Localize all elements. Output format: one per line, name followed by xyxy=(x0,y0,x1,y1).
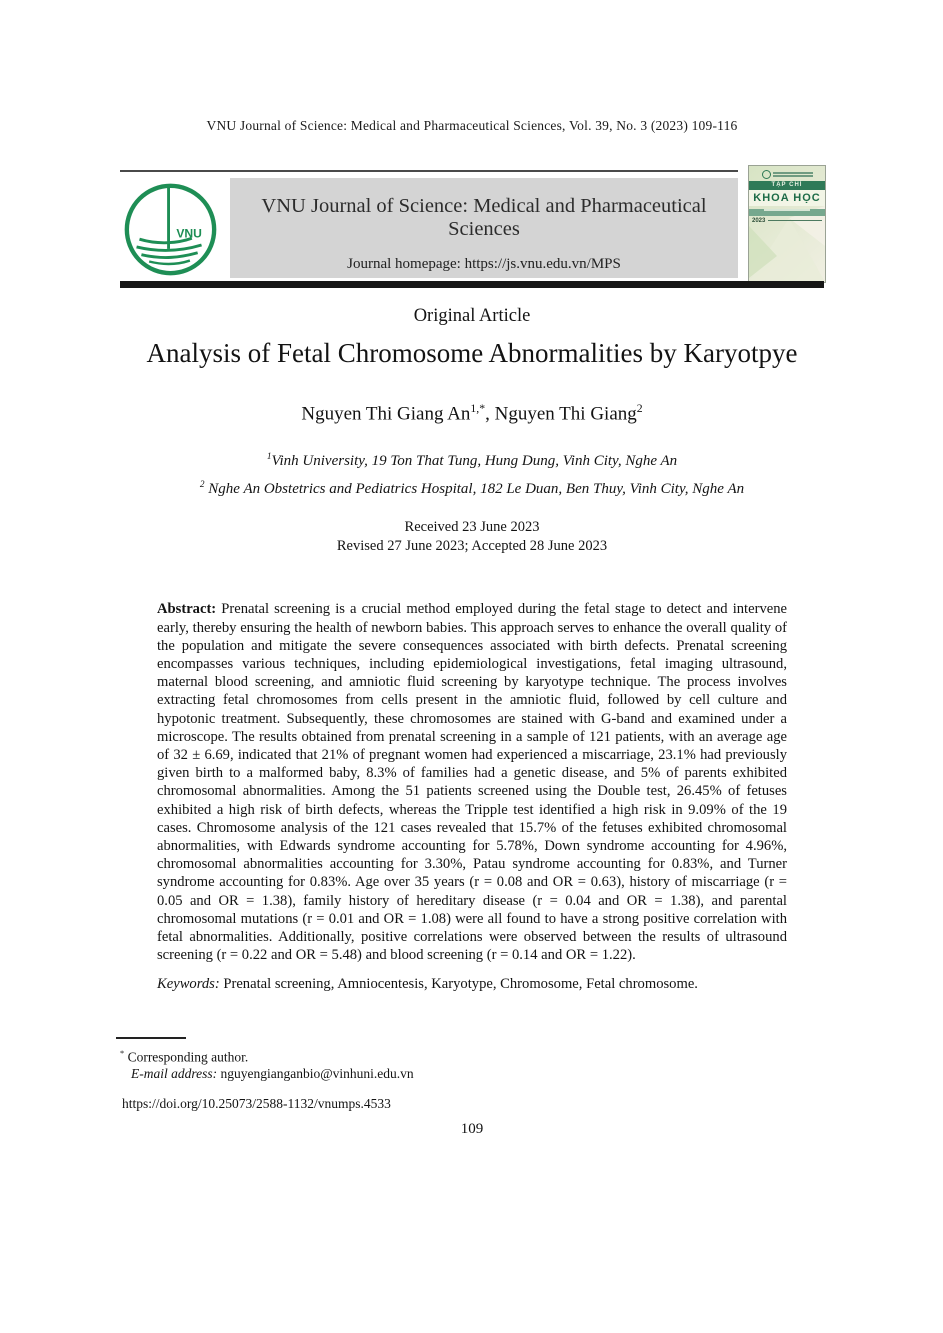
affiliation-2-superscript: 2 xyxy=(199,480,205,491)
cover-subtitle-band xyxy=(749,209,825,216)
page-content xyxy=(120,0,824,1138)
page-number: 109 xyxy=(460,1121,484,1138)
banner-bottom-rule xyxy=(120,281,824,288)
author-separator: , xyxy=(485,403,495,425)
abstract-text: Prenatal screening is a crucial method employed during the fetal stage to detect and intervene early, thereby ensuring the health of newborn babies. This approach serves to enhance the overall quality of the population and mitigate the severe consequences associated with birth defects. Prenatal screening encompasses various techniques, including epidemiological investigations, fetal imaging ultrasound, maternal blood screening, and amniotic fluid screening by karyotype technique. The process involves extracting fetal chromosomes from cells present in the amniotic fluid, followed by cell culture and hypotonic treatment. Subsequently, these chromosomes are stained with G-band and examined under a microscope. The results obtained from prenatal screening in a sample of 121 patients, with an average age of 32 ± 6.69, indicated that 21% of pregnant women had experienced a miscarriage, 23.1% had previously given birth to a malformed baby, 8.3% of families had a genetic disease, and 5% of parents exhibited chromosomal abnormalities. Among the 51 patients screened using the Double test, 26.45% of fetuses exhibited a high risk of birth defects, whereas the Tripple test identified a high risk in 9.09% of the 19 cases. Chromosome analysis of the 121 cases revealed that 15.7% of the fetuses exhibited chromosomal abnormalities, with Edwards syndrome accounting for 5.78%, Down syndrome accounting for 4.96%, chromosomal abnormalities accounting for 3.30%, Patau syndrome accounting for 0.83%, and Turner syndrome accounting for 0.83%. Age over 35 years (r = 0.08 and OR = 0.63), history of miscarriage (r = 0.05 and OR = 1.38), family history of hereditary disease (r = 0.04 and OR = 1.38), and parental chromosomal mutations (r = 0.01 and OR = 1.08) were all found to have a strong positive correlation with fetal abnormalities. Additionally, positive correlations were observed between the results of ultrasound screening (r = 0.22 and OR = 5.48) and blood screening (r = 0.14 and OR = 1.22). xyxy=(157,601,787,964)
author-1-superscript: 1,* xyxy=(470,402,486,415)
received-date: Received 23 June 2023 xyxy=(404,519,540,536)
corresponding-author-marker: * xyxy=(120,1049,125,1059)
journal-cover-thumbnail xyxy=(748,165,826,283)
revised-accepted-date: Revised 27 June 2023; Accepted 28 June 2023 xyxy=(336,538,608,555)
author-2-superscript: 2 xyxy=(636,402,643,415)
cover-band-khoahoc xyxy=(749,190,825,206)
running-header: VNU Journal of Science: Medical and Pharmaceutical Sciences, Vol. 39, No. 3 (2023) 109-116 xyxy=(206,118,738,133)
affiliations-block xyxy=(120,445,824,501)
corresponding-author-note xyxy=(120,1046,824,1066)
cover-masthead-decoration xyxy=(749,166,825,181)
journal-banner xyxy=(120,170,824,288)
cover-mini-text-lines xyxy=(773,171,813,178)
banner-top-rule xyxy=(120,170,738,172)
dates-block xyxy=(120,518,824,556)
affiliation-1-superscript: 1 xyxy=(266,452,272,463)
footnote-rule xyxy=(116,1037,186,1039)
email-address-link[interactable]: nguyengianganbio@vinhuni.edu.vn xyxy=(220,1066,414,1082)
cover-mini-logo-icon xyxy=(762,170,771,179)
keywords-text: Prenatal screening, Amniocentesis, Karyotype, Chromosome, Fetal chromosome. xyxy=(219,976,698,993)
journal-masthead-box xyxy=(230,178,738,278)
author-2-name: Nguyen Thi Giang xyxy=(494,403,637,425)
abstract-paragraph xyxy=(157,600,787,964)
journal-homepage-line xyxy=(230,256,738,273)
corresponding-author-text: Corresponding author. xyxy=(124,1049,249,1065)
vnu-logo-icon xyxy=(122,181,219,278)
doi-link[interactable]: https://doi.org/10.25073/2588-1132/vnumps.4533 xyxy=(122,1095,391,1111)
article-type-label: Original Article xyxy=(413,306,531,326)
homepage-label: Journal homepage: xyxy=(347,256,465,272)
cover-year-rule xyxy=(768,220,822,221)
email-line xyxy=(131,1066,824,1083)
article-title: Analysis of Fetal Chromosome Abnormalities by Karyotpye xyxy=(146,338,798,368)
keywords-label: Keywords: xyxy=(157,976,220,993)
affiliation-2-text: Nghe An Obstetrics and Pediatrics Hospital, 182 Le Duan, Ben Thuy, Vinh City, Nghe An xyxy=(204,481,745,498)
affiliation-1 xyxy=(120,445,824,473)
cover-year-row xyxy=(749,216,825,226)
cover-year-text: 2023 xyxy=(752,217,766,224)
affiliation-1-text: Vinh University, 19 Ton That Tung, Hung Dung, Vinh City, Nghe An xyxy=(271,453,678,470)
keywords-line xyxy=(157,976,787,993)
cover-band-tapchi xyxy=(749,181,825,190)
affiliation-2 xyxy=(120,473,824,501)
author-1-name: Nguyen Thi Giang An xyxy=(301,403,471,425)
abstract-label: Abstract: xyxy=(157,601,217,618)
email-label: E-mail address: xyxy=(131,1066,221,1082)
vnu-logo-text: VNU xyxy=(176,226,202,241)
cover-tapchi-text: TẠP CHÍ xyxy=(771,182,803,188)
authors-line xyxy=(120,402,824,425)
homepage-url-link[interactable]: https://js.vnu.edu.vn/MPS xyxy=(464,256,621,272)
footnote-block xyxy=(120,1037,824,1112)
cover-khoahoc-text: KHOA HỌC xyxy=(753,192,821,204)
journal-title: VNU Journal of Science: Medical and Pharmaceutical Sciences xyxy=(261,195,707,240)
